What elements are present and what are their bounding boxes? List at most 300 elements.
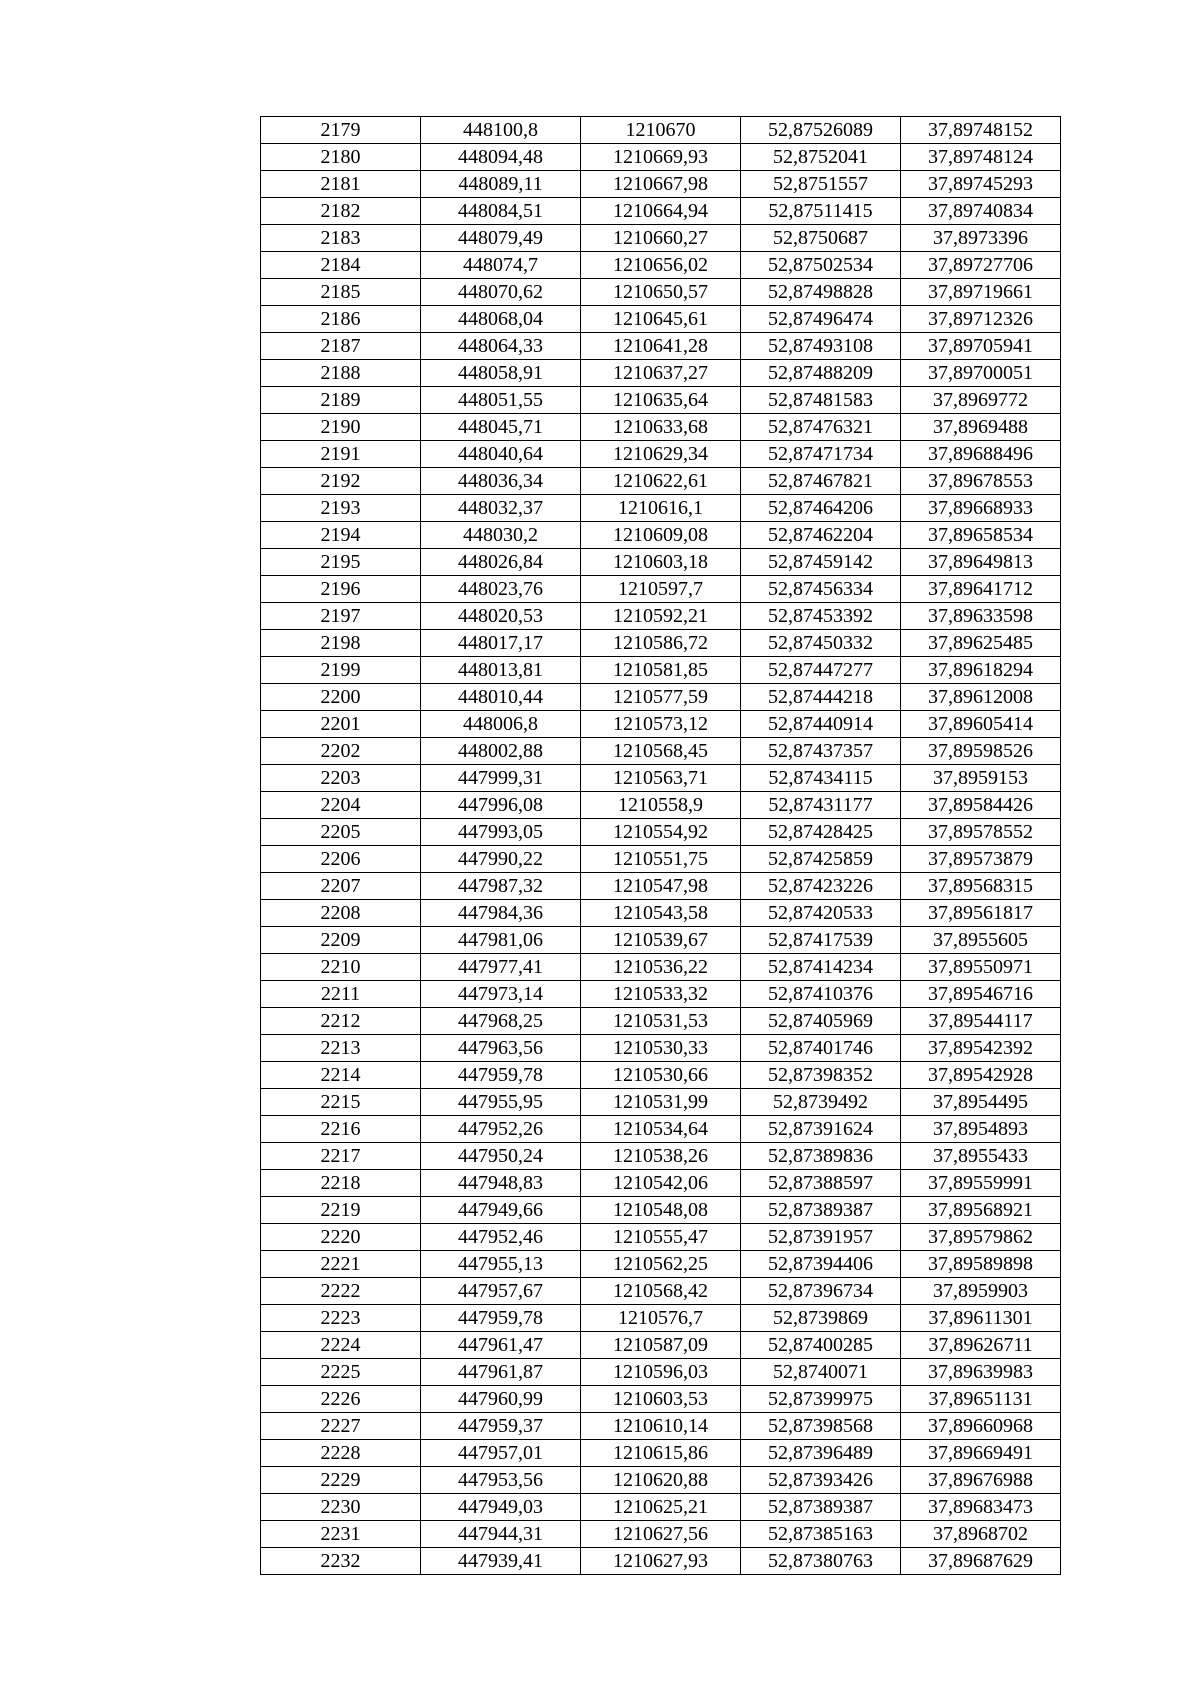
point-number-cell: 2227 [261, 1413, 421, 1440]
point-number-cell: 2179 [261, 117, 421, 144]
longitude-cell: 37,89678553 [901, 468, 1061, 495]
point-number-cell: 2212 [261, 1008, 421, 1035]
point-number-cell: 2194 [261, 522, 421, 549]
y-coordinate-cell: 1210597,7 [581, 576, 741, 603]
longitude-cell: 37,8973396 [901, 225, 1061, 252]
table-row [261, 711, 1061, 738]
table-row [261, 603, 1061, 630]
point-number-cell: 2213 [261, 1035, 421, 1062]
longitude-cell: 37,8955433 [901, 1143, 1061, 1170]
point-number-cell: 2226 [261, 1386, 421, 1413]
y-coordinate-cell: 1210577,59 [581, 684, 741, 711]
latitude-cell: 52,87459142 [741, 549, 901, 576]
table-row [261, 1494, 1061, 1521]
x-coordinate-cell: 448036,34 [421, 468, 581, 495]
longitude-cell: 37,8969488 [901, 414, 1061, 441]
longitude-cell: 37,89688496 [901, 441, 1061, 468]
y-coordinate-cell: 1210627,93 [581, 1548, 741, 1575]
latitude-cell: 52,87391624 [741, 1116, 901, 1143]
y-coordinate-cell: 1210534,64 [581, 1116, 741, 1143]
latitude-cell: 52,87464206 [741, 495, 901, 522]
longitude-cell: 37,89740834 [901, 198, 1061, 225]
point-number-cell: 2208 [261, 900, 421, 927]
longitude-cell: 37,89550971 [901, 954, 1061, 981]
latitude-cell: 52,87453392 [741, 603, 901, 630]
point-number-cell: 2214 [261, 1062, 421, 1089]
latitude-cell: 52,87389387 [741, 1494, 901, 1521]
point-number-cell: 2221 [261, 1251, 421, 1278]
point-number-cell: 2219 [261, 1197, 421, 1224]
x-coordinate-cell: 448084,51 [421, 198, 581, 225]
x-coordinate-cell: 448079,49 [421, 225, 581, 252]
latitude-cell: 52,87405969 [741, 1008, 901, 1035]
x-coordinate-cell: 447949,03 [421, 1494, 581, 1521]
longitude-cell: 37,89748152 [901, 117, 1061, 144]
longitude-cell: 37,89625485 [901, 630, 1061, 657]
y-coordinate-cell: 1210669,93 [581, 144, 741, 171]
longitude-cell: 37,89719661 [901, 279, 1061, 306]
x-coordinate-cell: 447961,87 [421, 1359, 581, 1386]
point-number-cell: 2230 [261, 1494, 421, 1521]
y-coordinate-cell: 1210558,9 [581, 792, 741, 819]
y-coordinate-cell: 1210610,14 [581, 1413, 741, 1440]
latitude-cell: 52,87389836 [741, 1143, 901, 1170]
point-number-cell: 2189 [261, 387, 421, 414]
point-number-cell: 2216 [261, 1116, 421, 1143]
longitude-cell: 37,8955605 [901, 927, 1061, 954]
longitude-cell: 37,89544117 [901, 1008, 1061, 1035]
y-coordinate-cell: 1210635,64 [581, 387, 741, 414]
point-number-cell: 2203 [261, 765, 421, 792]
y-coordinate-cell: 1210568,42 [581, 1278, 741, 1305]
table-row [261, 252, 1061, 279]
y-coordinate-cell: 1210633,68 [581, 414, 741, 441]
x-coordinate-cell: 447960,99 [421, 1386, 581, 1413]
point-number-cell: 2223 [261, 1305, 421, 1332]
x-coordinate-cell: 448010,44 [421, 684, 581, 711]
longitude-cell: 37,89542928 [901, 1062, 1061, 1089]
table-row [261, 441, 1061, 468]
table-row [261, 225, 1061, 252]
point-number-cell: 2200 [261, 684, 421, 711]
longitude-cell: 37,89559991 [901, 1170, 1061, 1197]
table-row [261, 1521, 1061, 1548]
point-number-cell: 2193 [261, 495, 421, 522]
x-coordinate-cell: 448006,8 [421, 711, 581, 738]
latitude-cell: 52,87398568 [741, 1413, 901, 1440]
table-row [261, 819, 1061, 846]
x-coordinate-cell: 448051,55 [421, 387, 581, 414]
point-number-cell: 2205 [261, 819, 421, 846]
table-row [261, 684, 1061, 711]
point-number-cell: 2198 [261, 630, 421, 657]
point-number-cell: 2211 [261, 981, 421, 1008]
latitude-cell: 52,87425859 [741, 846, 901, 873]
table-row [261, 1251, 1061, 1278]
longitude-cell: 37,8954893 [901, 1116, 1061, 1143]
x-coordinate-cell: 448074,7 [421, 252, 581, 279]
table-row [261, 495, 1061, 522]
latitude-cell: 52,87471734 [741, 441, 901, 468]
longitude-cell: 37,89584426 [901, 792, 1061, 819]
latitude-cell: 52,87481583 [741, 387, 901, 414]
longitude-cell: 37,89578552 [901, 819, 1061, 846]
y-coordinate-cell: 1210581,85 [581, 657, 741, 684]
latitude-cell: 52,87400285 [741, 1332, 901, 1359]
y-coordinate-cell: 1210586,72 [581, 630, 741, 657]
x-coordinate-cell: 448023,76 [421, 576, 581, 603]
latitude-cell: 52,87391957 [741, 1224, 901, 1251]
point-number-cell: 2215 [261, 1089, 421, 1116]
y-coordinate-cell: 1210596,03 [581, 1359, 741, 1386]
table-row [261, 1008, 1061, 1035]
point-number-cell: 2196 [261, 576, 421, 603]
longitude-cell: 37,89700051 [901, 360, 1061, 387]
table-row [261, 468, 1061, 495]
point-number-cell: 2229 [261, 1467, 421, 1494]
x-coordinate-cell: 447952,46 [421, 1224, 581, 1251]
longitude-cell: 37,89612008 [901, 684, 1061, 711]
y-coordinate-cell: 1210538,26 [581, 1143, 741, 1170]
x-coordinate-cell: 447999,31 [421, 765, 581, 792]
y-coordinate-cell: 1210641,28 [581, 333, 741, 360]
point-number-cell: 2210 [261, 954, 421, 981]
longitude-cell: 37,8968702 [901, 1521, 1061, 1548]
table-row [261, 1305, 1061, 1332]
y-coordinate-cell: 1210625,21 [581, 1494, 741, 1521]
latitude-cell: 52,87417539 [741, 927, 901, 954]
x-coordinate-cell: 447950,24 [421, 1143, 581, 1170]
longitude-cell: 37,89660968 [901, 1413, 1061, 1440]
longitude-cell: 37,89683473 [901, 1494, 1061, 1521]
y-coordinate-cell: 1210576,7 [581, 1305, 741, 1332]
point-number-cell: 2183 [261, 225, 421, 252]
longitude-cell: 37,89745293 [901, 171, 1061, 198]
table-row [261, 333, 1061, 360]
table-row [261, 846, 1061, 873]
x-coordinate-cell: 448030,2 [421, 522, 581, 549]
x-coordinate-cell: 447957,67 [421, 1278, 581, 1305]
x-coordinate-cell: 447959,78 [421, 1062, 581, 1089]
y-coordinate-cell: 1210670 [581, 117, 741, 144]
latitude-cell: 52,87380763 [741, 1548, 901, 1575]
point-number-cell: 2218 [261, 1170, 421, 1197]
longitude-cell: 37,89611301 [901, 1305, 1061, 1332]
table-row [261, 1170, 1061, 1197]
table-row [261, 279, 1061, 306]
latitude-cell: 52,87488209 [741, 360, 901, 387]
table-row [261, 900, 1061, 927]
point-number-cell: 2206 [261, 846, 421, 873]
table-row [261, 792, 1061, 819]
point-number-cell: 2192 [261, 468, 421, 495]
latitude-cell: 52,87398352 [741, 1062, 901, 1089]
table-row [261, 873, 1061, 900]
latitude-cell: 52,87444218 [741, 684, 901, 711]
latitude-cell: 52,87393426 [741, 1467, 901, 1494]
x-coordinate-cell: 448032,37 [421, 495, 581, 522]
point-number-cell: 2182 [261, 198, 421, 225]
y-coordinate-cell: 1210533,32 [581, 981, 741, 1008]
latitude-cell: 52,87437357 [741, 738, 901, 765]
y-coordinate-cell: 1210555,47 [581, 1224, 741, 1251]
x-coordinate-cell: 447939,41 [421, 1548, 581, 1575]
point-number-cell: 2190 [261, 414, 421, 441]
y-coordinate-cell: 1210536,22 [581, 954, 741, 981]
y-coordinate-cell: 1210539,67 [581, 927, 741, 954]
longitude-cell: 37,89649813 [901, 549, 1061, 576]
point-number-cell: 2185 [261, 279, 421, 306]
latitude-cell: 52,8751557 [741, 171, 901, 198]
longitude-cell: 37,89651131 [901, 1386, 1061, 1413]
y-coordinate-cell: 1210562,25 [581, 1251, 741, 1278]
latitude-cell: 52,87447277 [741, 657, 901, 684]
y-coordinate-cell: 1210609,08 [581, 522, 741, 549]
y-coordinate-cell: 1210603,18 [581, 549, 741, 576]
latitude-cell: 52,87498828 [741, 279, 901, 306]
point-number-cell: 2220 [261, 1224, 421, 1251]
longitude-cell: 37,89561817 [901, 900, 1061, 927]
point-number-cell: 2225 [261, 1359, 421, 1386]
latitude-cell: 52,87462204 [741, 522, 901, 549]
point-number-cell: 2231 [261, 1521, 421, 1548]
table-row [261, 414, 1061, 441]
point-number-cell: 2204 [261, 792, 421, 819]
y-coordinate-cell: 1210530,66 [581, 1062, 741, 1089]
table-row [261, 1440, 1061, 1467]
x-coordinate-cell: 448094,48 [421, 144, 581, 171]
y-coordinate-cell: 1210551,75 [581, 846, 741, 873]
latitude-cell: 52,87450332 [741, 630, 901, 657]
latitude-cell: 52,87420533 [741, 900, 901, 927]
table-row [261, 1386, 1061, 1413]
table-row [261, 576, 1061, 603]
x-coordinate-cell: 447955,13 [421, 1251, 581, 1278]
y-coordinate-cell: 1210554,92 [581, 819, 741, 846]
longitude-cell: 37,8959153 [901, 765, 1061, 792]
longitude-cell: 37,89579862 [901, 1224, 1061, 1251]
y-coordinate-cell: 1210592,21 [581, 603, 741, 630]
y-coordinate-cell: 1210603,53 [581, 1386, 741, 1413]
y-coordinate-cell: 1210645,61 [581, 306, 741, 333]
longitude-cell: 37,89712326 [901, 306, 1061, 333]
longitude-cell: 37,89658534 [901, 522, 1061, 549]
y-coordinate-cell: 1210543,58 [581, 900, 741, 927]
y-coordinate-cell: 1210637,27 [581, 360, 741, 387]
table-row [261, 1332, 1061, 1359]
x-coordinate-cell: 447957,01 [421, 1440, 581, 1467]
x-coordinate-cell: 447952,26 [421, 1116, 581, 1143]
latitude-cell: 52,8739492 [741, 1089, 901, 1116]
x-coordinate-cell: 448058,91 [421, 360, 581, 387]
x-coordinate-cell: 447993,05 [421, 819, 581, 846]
longitude-cell: 37,8954495 [901, 1089, 1061, 1116]
latitude-cell: 52,87396734 [741, 1278, 901, 1305]
x-coordinate-cell: 448017,17 [421, 630, 581, 657]
y-coordinate-cell: 1210563,71 [581, 765, 741, 792]
latitude-cell: 52,8739869 [741, 1305, 901, 1332]
y-coordinate-cell: 1210616,1 [581, 495, 741, 522]
y-coordinate-cell: 1210542,06 [581, 1170, 741, 1197]
table-row [261, 657, 1061, 684]
longitude-cell: 37,89641712 [901, 576, 1061, 603]
x-coordinate-cell: 447959,78 [421, 1305, 581, 1332]
latitude-cell: 52,87394406 [741, 1251, 901, 1278]
longitude-cell: 37,89705941 [901, 333, 1061, 360]
point-number-cell: 2199 [261, 657, 421, 684]
y-coordinate-cell: 1210547,98 [581, 873, 741, 900]
latitude-cell: 52,87401746 [741, 1035, 901, 1062]
latitude-cell: 52,8740071 [741, 1359, 901, 1386]
longitude-cell: 37,89676988 [901, 1467, 1061, 1494]
x-coordinate-cell: 448026,84 [421, 549, 581, 576]
latitude-cell: 52,87511415 [741, 198, 901, 225]
x-coordinate-cell: 448020,53 [421, 603, 581, 630]
table-row [261, 1143, 1061, 1170]
point-number-cell: 2191 [261, 441, 421, 468]
point-number-cell: 2201 [261, 711, 421, 738]
table-row [261, 1035, 1061, 1062]
longitude-cell: 37,89589898 [901, 1251, 1061, 1278]
y-coordinate-cell: 1210531,53 [581, 1008, 741, 1035]
latitude-cell: 52,87389387 [741, 1197, 901, 1224]
point-number-cell: 2228 [261, 1440, 421, 1467]
x-coordinate-cell: 447953,56 [421, 1467, 581, 1494]
point-number-cell: 2188 [261, 360, 421, 387]
x-coordinate-cell: 447959,37 [421, 1413, 581, 1440]
longitude-cell: 37,89633598 [901, 603, 1061, 630]
coordinates-table [260, 116, 1061, 1575]
point-number-cell: 2186 [261, 306, 421, 333]
latitude-cell: 52,87434115 [741, 765, 901, 792]
longitude-cell: 37,89598526 [901, 738, 1061, 765]
point-number-cell: 2202 [261, 738, 421, 765]
x-coordinate-cell: 448045,71 [421, 414, 581, 441]
point-number-cell: 2209 [261, 927, 421, 954]
x-coordinate-cell: 447949,66 [421, 1197, 581, 1224]
longitude-cell: 37,8969772 [901, 387, 1061, 414]
point-number-cell: 2222 [261, 1278, 421, 1305]
x-coordinate-cell: 447973,14 [421, 981, 581, 1008]
y-coordinate-cell: 1210530,33 [581, 1035, 741, 1062]
x-coordinate-cell: 448089,11 [421, 171, 581, 198]
point-number-cell: 2187 [261, 333, 421, 360]
x-coordinate-cell: 447963,56 [421, 1035, 581, 1062]
table-row [261, 981, 1061, 1008]
latitude-cell: 52,87428425 [741, 819, 901, 846]
x-coordinate-cell: 447944,31 [421, 1521, 581, 1548]
y-coordinate-cell: 1210667,98 [581, 171, 741, 198]
x-coordinate-cell: 448013,81 [421, 657, 581, 684]
x-coordinate-cell: 447968,25 [421, 1008, 581, 1035]
point-number-cell: 2195 [261, 549, 421, 576]
table-row [261, 360, 1061, 387]
table-row [261, 1548, 1061, 1575]
latitude-cell: 52,87467821 [741, 468, 901, 495]
y-coordinate-cell: 1210568,45 [581, 738, 741, 765]
y-coordinate-cell: 1210650,57 [581, 279, 741, 306]
x-coordinate-cell: 448100,8 [421, 117, 581, 144]
latitude-cell: 52,87396489 [741, 1440, 901, 1467]
table-row [261, 1062, 1061, 1089]
latitude-cell: 52,87476321 [741, 414, 901, 441]
x-coordinate-cell: 447996,08 [421, 792, 581, 819]
table-row [261, 738, 1061, 765]
y-coordinate-cell: 1210615,86 [581, 1440, 741, 1467]
table-row [261, 1278, 1061, 1305]
longitude-cell: 37,89568921 [901, 1197, 1061, 1224]
latitude-cell: 52,87414234 [741, 954, 901, 981]
x-coordinate-cell: 447948,83 [421, 1170, 581, 1197]
y-coordinate-cell: 1210620,88 [581, 1467, 741, 1494]
longitude-cell: 37,89748124 [901, 144, 1061, 171]
latitude-cell: 52,87423226 [741, 873, 901, 900]
y-coordinate-cell: 1210622,61 [581, 468, 741, 495]
table-row [261, 522, 1061, 549]
x-coordinate-cell: 447961,47 [421, 1332, 581, 1359]
table-row [261, 954, 1061, 981]
y-coordinate-cell: 1210531,99 [581, 1089, 741, 1116]
table-row [261, 1467, 1061, 1494]
latitude-cell: 52,8752041 [741, 144, 901, 171]
latitude-cell: 52,87440914 [741, 711, 901, 738]
x-coordinate-cell: 448040,64 [421, 441, 581, 468]
latitude-cell: 52,87399975 [741, 1386, 901, 1413]
longitude-cell: 37,89626711 [901, 1332, 1061, 1359]
table-row [261, 1359, 1061, 1386]
x-coordinate-cell: 447984,36 [421, 900, 581, 927]
table-row [261, 1116, 1061, 1143]
longitude-cell: 37,89618294 [901, 657, 1061, 684]
longitude-cell: 37,89573879 [901, 846, 1061, 873]
x-coordinate-cell: 447977,41 [421, 954, 581, 981]
longitude-cell: 37,89568315 [901, 873, 1061, 900]
y-coordinate-cell: 1210656,02 [581, 252, 741, 279]
y-coordinate-cell: 1210548,08 [581, 1197, 741, 1224]
point-number-cell: 2180 [261, 144, 421, 171]
point-number-cell: 2217 [261, 1143, 421, 1170]
longitude-cell: 37,89727706 [901, 252, 1061, 279]
table-row [261, 387, 1061, 414]
x-coordinate-cell: 447987,32 [421, 873, 581, 900]
latitude-cell: 52,87456334 [741, 576, 901, 603]
longitude-cell: 37,89546716 [901, 981, 1061, 1008]
table-row [261, 549, 1061, 576]
point-number-cell: 2207 [261, 873, 421, 900]
latitude-cell: 52,8750687 [741, 225, 901, 252]
x-coordinate-cell: 448002,88 [421, 738, 581, 765]
x-coordinate-cell: 447981,06 [421, 927, 581, 954]
x-coordinate-cell: 448070,62 [421, 279, 581, 306]
point-number-cell: 2184 [261, 252, 421, 279]
longitude-cell: 37,89687629 [901, 1548, 1061, 1575]
latitude-cell: 52,87388597 [741, 1170, 901, 1197]
x-coordinate-cell: 447990,22 [421, 846, 581, 873]
table-row [261, 171, 1061, 198]
table-row [261, 630, 1061, 657]
table-row [261, 765, 1061, 792]
table-row [261, 1197, 1061, 1224]
point-number-cell: 2181 [261, 171, 421, 198]
latitude-cell: 52,87502534 [741, 252, 901, 279]
coordinates-table-body [261, 117, 1061, 1575]
y-coordinate-cell: 1210664,94 [581, 198, 741, 225]
point-number-cell: 2232 [261, 1548, 421, 1575]
point-number-cell: 2197 [261, 603, 421, 630]
y-coordinate-cell: 1210660,27 [581, 225, 741, 252]
table-row [261, 927, 1061, 954]
longitude-cell: 37,8959903 [901, 1278, 1061, 1305]
